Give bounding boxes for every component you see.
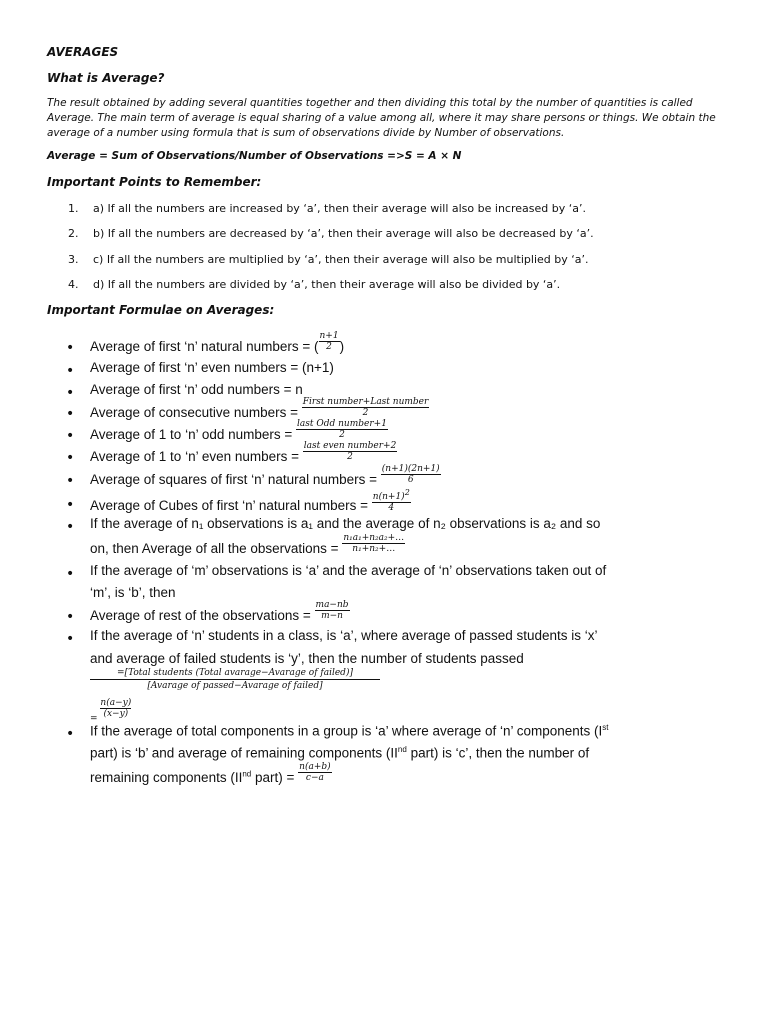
list-item-number: 4. bbox=[68, 278, 79, 291]
formula-students-line1: If the average of ‘n’ students in a class, is ‘a’, where average of passed students is ‘x’ bbox=[90, 628, 598, 643]
bullet-icon: • bbox=[66, 609, 75, 625]
formula-natural-numbers: Average of first ‘n’ natural numbers = ( $\frac{n+1}{2}$ ) bbox=[90, 331, 345, 355]
formula-odd-numbers: Average of first ‘n’ odd numbers = n bbox=[90, 382, 303, 397]
formula-1-to-n-even: Average of 1 to ‘n’ even numbers = $\frac{\text{last even number+2}}{2}$ bbox=[90, 441, 397, 465]
formula-students-line2: and average of failed students is ‘y’, then the number of students passed bbox=[90, 651, 524, 666]
formula-rest-observations: Average of rest of the observations = $\frac{ma-nb}{m-n}$ bbox=[90, 600, 349, 624]
formula-1-to-n-odd: Average of 1 to ‘n’ odd numbers = $\frac{\text{last Odd number+1}}{2}$ bbox=[90, 419, 387, 443]
formula-cubes: Average of Cubes of first ‘n’ natural numbers = $\frac{n(n+1)^2}{4}$ bbox=[90, 488, 410, 514]
bullet-icon: • bbox=[66, 340, 75, 356]
section-heading-formulae: Important Formulae on Averages: bbox=[47, 303, 275, 317]
list-item: c) If all the numbers are multiplied by ‘a’, then their average will also be multiplied by ‘a’. bbox=[93, 253, 589, 266]
list-item-number: 1. bbox=[68, 202, 79, 215]
fraction-denominator: [Avarage of passed−Avarage of failed] bbox=[147, 681, 323, 691]
bullet-icon: • bbox=[66, 473, 75, 489]
formula-subset-line2: ‘m’, is ‘b’, then bbox=[90, 585, 176, 600]
formula-squares: Average of squares of first ‘n’ natural numbers = $\frac{(n+1)(2n+1)}{6}$ bbox=[90, 464, 440, 488]
list-item-number: 3. bbox=[68, 253, 79, 266]
formula-components-line2: part) is ‘b’ and average of remaining components (IInd part) is ‘c’, then the number of bbox=[90, 745, 590, 761]
formula-combined-line2: on, then Average of all the observations = $\frac{\text{n₁a₁+n₂a₂+…}}{\text{n₁+n₂+…}}$ bbox=[90, 533, 405, 557]
bullet-icon: • bbox=[66, 406, 75, 422]
bullet-icon: • bbox=[66, 428, 75, 444]
section-heading-important-points: Important Points to Remember: bbox=[47, 175, 262, 189]
list-item: d) If all the numbers are divided by ‘a’, then their average will also be divided by ‘a’. bbox=[93, 278, 561, 291]
formula-subset-line1: If the average of ‘m’ observations is ‘a’ and the average of ‘n’ observations taken out of bbox=[90, 563, 607, 578]
formula-components-line3: remaining components (IInd part) = $\frac{n(a+b)}{c-a}$ bbox=[90, 762, 331, 786]
page-title: AVERAGES bbox=[47, 45, 119, 59]
bullet-icon: • bbox=[66, 385, 75, 401]
list-item: b) If all the numbers are decreased by ‘a’, then their average will also be decreased by ‘a’. bbox=[93, 227, 594, 240]
bullet-icon: • bbox=[66, 497, 75, 513]
list-item: a) If all the numbers are increased by ‘a’, then their average will also be increased by ‘a’. bbox=[93, 202, 586, 215]
formula-combined-line1: If the average of n₁ observations is a₁ and the average of n₂ observations is a₂ and so bbox=[90, 516, 601, 531]
formula-even-numbers: Average of first ‘n’ even numbers = (n+1) bbox=[90, 360, 334, 375]
definition-paragraph: The result obtained by adding several quantities together and then dividing this total by the number of quantities is called Average. The main term of average is equal sharing of a value among all, where it may share persons or things. We obtain the average of a number using formula that is sum of observations divide by Number of observations. bbox=[47, 97, 716, 139]
bullet-icon: • bbox=[66, 363, 75, 379]
bullet-icon: • bbox=[66, 726, 75, 742]
bullet-icon: • bbox=[66, 631, 75, 647]
formula-consecutive-numbers: Average of consecutive numbers = $\frac{\text{First number+Last number}}{2}$ bbox=[90, 397, 429, 421]
list-item-number: 2. bbox=[68, 227, 79, 240]
bullet-icon: • bbox=[66, 519, 75, 535]
fraction-numerator: =[Total students (Total avarage−Avarage of failed)] bbox=[90, 668, 380, 680]
formula-students-simplified: = $\frac{n(a-y)}{(x-y)}$ bbox=[90, 698, 132, 724]
formula-components-line1: If the average of total components in a group is ‘a’ where average of ‘n’ components (Ist bbox=[90, 723, 609, 739]
bullet-icon: • bbox=[66, 450, 75, 466]
section-heading-what-is-average: What is Average? bbox=[47, 71, 165, 85]
formula-students-fraction bbox=[90, 668, 380, 691]
average-formula-line: Average = Sum of Observations/Number of Observations =>S = A × N bbox=[47, 150, 462, 162]
bullet-icon: • bbox=[66, 566, 75, 582]
